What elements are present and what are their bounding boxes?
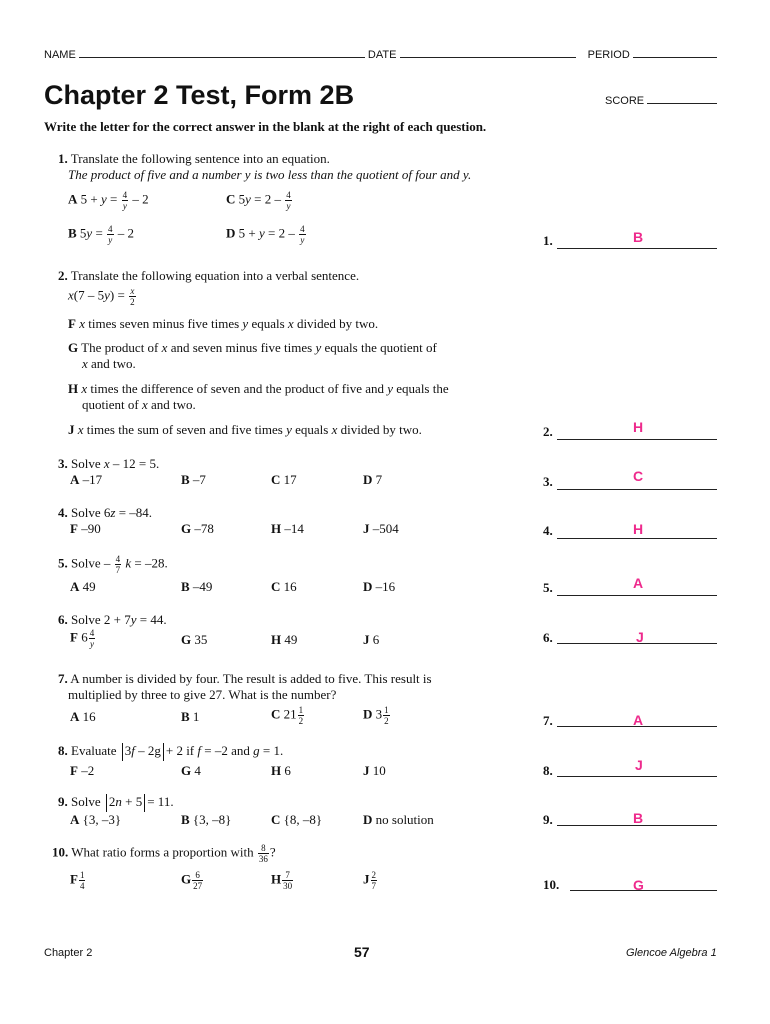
answer-number-10: 10. <box>543 877 560 892</box>
question-3: 3. Solve x – 12 = 5. <box>58 456 160 471</box>
q6-option-h: H 49 <box>271 632 298 647</box>
answer-number-9: 9. <box>543 812 553 827</box>
q2-option-h: H x times the difference of seven and the product of five and y equals the quotient of x and two. <box>68 381 449 412</box>
answer-6: J <box>636 629 644 645</box>
answer-3: C <box>633 468 644 484</box>
question-5: 5. Solve – $\frac{4}{7}$ k = –28. <box>58 554 168 575</box>
q7-option-a: A 16 <box>70 709 96 724</box>
q1-option-d: D 5 + y = 2 – $\frac{4}{y}$ <box>226 224 305 245</box>
question-10: 10. What ratio forms a proportion with $\frac{8}{36}$ ? <box>52 843 276 864</box>
answer-7: A <box>633 712 644 728</box>
date-field[interactable] <box>400 47 576 58</box>
score-field[interactable] <box>647 93 717 104</box>
q10-option-g: G $\frac{6}{27}$ <box>181 870 203 891</box>
name-label: NAME <box>44 49 76 61</box>
q4-option-f: F –90 <box>70 521 101 536</box>
q4-option-j: J –504 <box>363 521 399 536</box>
q6-option-g: G 35 <box>181 632 208 647</box>
answer-2: H <box>633 419 644 435</box>
q10-option-h: H $\frac{7}{30}$ <box>271 870 293 891</box>
page-title: Chapter 2 Test, Form 2B <box>44 80 355 110</box>
answer-1: B <box>633 229 644 245</box>
q3-option-a: A –17 <box>70 472 103 487</box>
question-6: 6. Solve 2 + 7y = 44. <box>58 612 167 627</box>
q1-option-b: B 5y = $\frac{4}{y}$ – 2 <box>68 224 135 245</box>
q2-option-f: F x times seven minus five times y equals x divided by two. <box>68 316 379 331</box>
question-7: 7. A number is divided by four. The result is added to five. This result is multiplied by three to give 27. What is the number? <box>58 671 432 702</box>
q1-option-c: C 5y = 2 – $\frac{4}{y}$ <box>226 190 291 211</box>
answer-5: A <box>633 575 644 591</box>
q5-option-b: B –49 <box>181 579 213 594</box>
name-row <box>44 47 717 61</box>
q8-option-j: J 10 <box>363 763 386 778</box>
q8-option-f: F –2 <box>70 763 95 778</box>
q9-option-b: B {3, –8} <box>181 812 232 827</box>
question-4: 4. Solve 6z = –84. <box>58 505 153 520</box>
date-label: DATE <box>367 49 397 61</box>
name-field[interactable] <box>79 47 365 58</box>
question-1: 1. Translate the following sentence into an equation. The product of five and a number y is two less than the quotient of four and y. <box>58 151 472 182</box>
period-label: PERIOD <box>587 49 630 61</box>
q3-option-c: C 17 <box>271 472 297 487</box>
q8-option-g: G 4 <box>181 763 201 778</box>
q6-option-j: J 6 <box>363 632 380 647</box>
q4-option-h: H –14 <box>271 521 304 536</box>
answer-number-1: 1. <box>543 233 553 248</box>
q9-option-c: C {8, –8} <box>271 812 323 827</box>
q7-option-d: D 3 $\frac{1}{2}$ <box>363 705 389 726</box>
q1-option-a: A 5 + y = $\frac{4}{y}$ – 2 <box>68 190 149 211</box>
answer-number-3: 3. <box>543 474 553 489</box>
answer-number-2: 2. <box>543 424 553 439</box>
q9-option-d: D no solution <box>363 812 434 827</box>
q10-option-j: J $\frac{2}{7}$ <box>363 870 376 891</box>
score-label: SCORE <box>605 95 645 107</box>
q5-option-d: D –16 <box>363 579 396 594</box>
score-row <box>605 93 717 107</box>
q5-option-a: A 49 <box>70 579 96 594</box>
q6-option-f: F 6 $\frac{4}{y}$ <box>70 628 95 649</box>
footer-publisher: Glencoe Algebra 1 <box>626 947 717 959</box>
q5-option-c: C 16 <box>271 579 297 594</box>
q2-option-j: J x times the sum of seven and five times y equals x divided by two. <box>68 422 422 437</box>
question-9: 9. Solve 2n + 5 = 11. <box>58 794 174 812</box>
q4-option-g: G –78 <box>181 521 214 536</box>
answer-number-4: 4. <box>543 523 553 538</box>
answer-number-7: 7. <box>543 713 553 728</box>
q2-option-g: G The product of x and seven minus five times y equals the quotient of x and two. <box>68 340 437 371</box>
q9-option-a: A {3, –3} <box>70 812 122 827</box>
answer-9: B <box>633 810 644 826</box>
footer-chapter: Chapter 2 <box>44 947 93 959</box>
q7-option-b: B 1 <box>181 709 200 724</box>
answer-8: J <box>635 757 643 773</box>
period-field[interactable] <box>633 47 717 58</box>
answer-number-6: 6. <box>543 630 553 645</box>
instructions: Write the letter for the correct answer in the blank at the right of each question. <box>44 119 487 134</box>
answer-number-8: 8. <box>543 763 553 778</box>
q7-option-c: C 21 $\frac{1}{2}$ <box>271 705 304 726</box>
page-number: 57 <box>354 944 370 960</box>
q8-option-h: H 6 <box>271 763 291 778</box>
q3-option-d: D 7 <box>363 472 383 487</box>
question-8: 8. Evaluate 3f – 2g + 2 if f = –2 and g = 1. <box>58 743 283 761</box>
q10-option-f: F $\frac{1}{4}$ <box>70 870 85 891</box>
q3-option-b: B –7 <box>181 472 206 487</box>
question-2: 2. Translate the following equation into a verbal sentence. x(7 – 5y) = $\frac{x}{2}$ <box>58 268 360 307</box>
answer-10: G <box>633 877 644 893</box>
answer-4: H <box>633 521 644 537</box>
answer-number-5: 5. <box>543 580 553 595</box>
